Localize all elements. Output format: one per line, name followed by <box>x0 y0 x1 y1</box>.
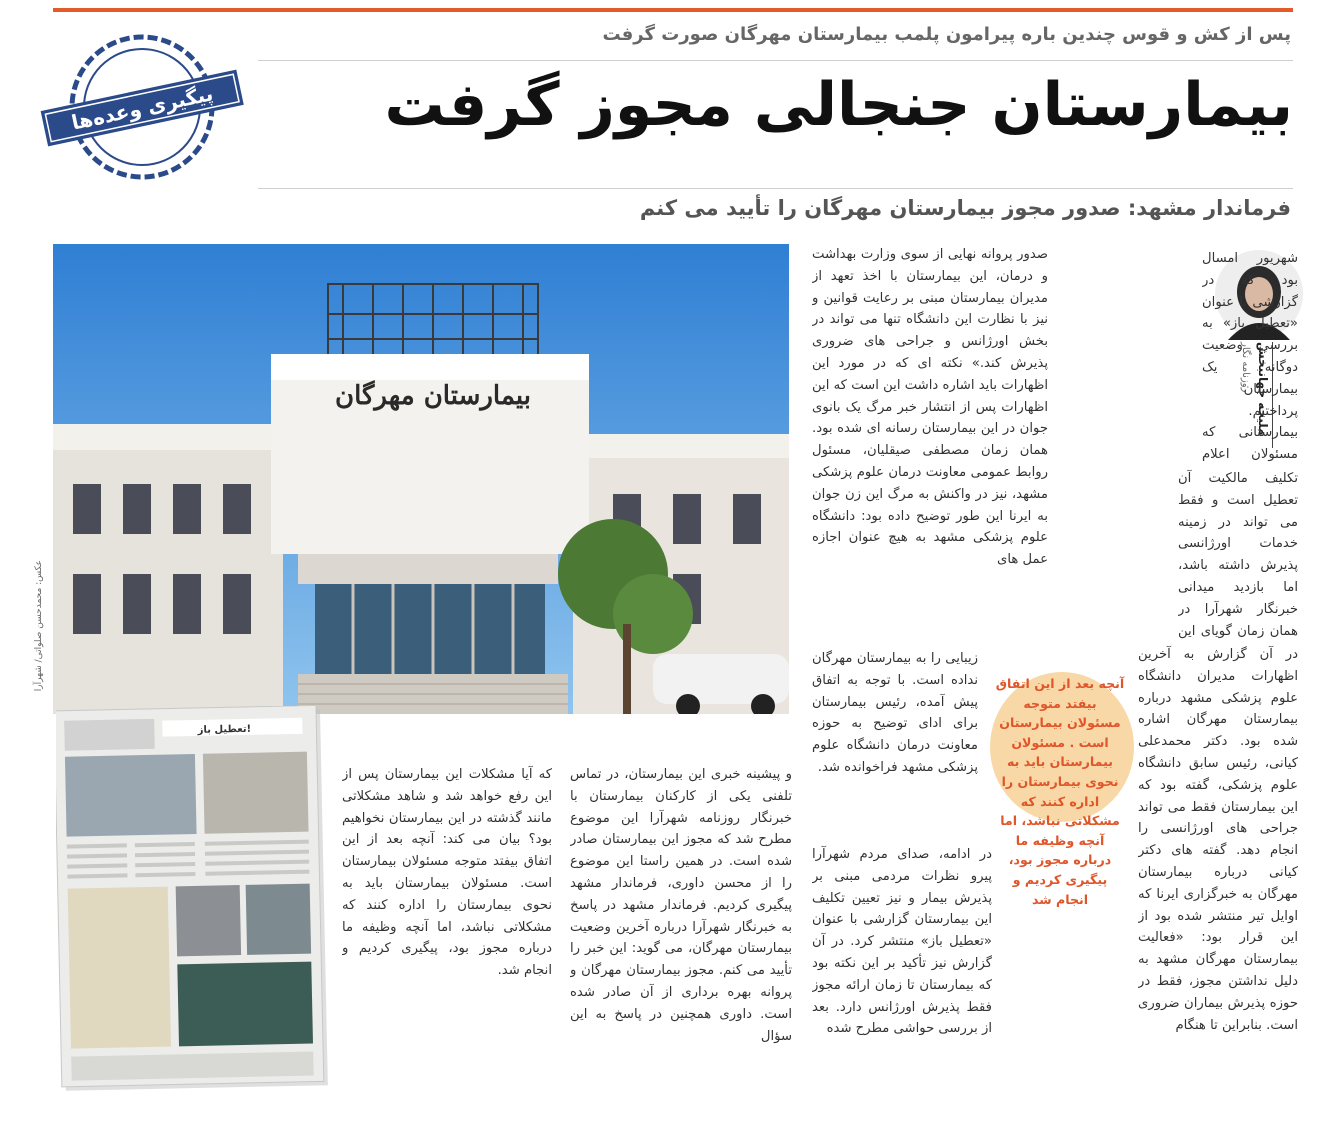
photo-credit: عکس: محمدحسن صلواتی/ شهرآرا <box>34 560 44 692</box>
newspaper-clipping <box>56 706 334 1098</box>
kicker: پس از کش و قوس چندین باره پیرامون پلمب بیمارستان مهرگان صورت گرفت <box>602 24 1291 45</box>
column-1-top <box>1202 248 1298 468</box>
building-sign: بیمارستان مهرگان <box>335 381 531 411</box>
column-1-middle <box>1178 468 1298 644</box>
paragraph: که آیا مشکلات این بیمارستان پس از این رفع خواهد شد و شاهد مشکلاتی مانند گذشته در این بیمارستان نخواهیم بود؟ بیان می کند: آنچه بعد از این اتفاق بیفتد متوجه مسئولان بیمارستان است. مسئولان بیمارستان باید به نحوی بیمارستان را اداره کنند که مشکلاتی نباشد، اما آنچه وظیفه ما درباره مجوز بود، پیگیری کردیم و انجام شد. <box>342 767 552 979</box>
headline-divider <box>258 188 1293 189</box>
top-accent-line <box>53 8 1293 12</box>
subheadline: فرماندار مشهد: صدور مجوز بیمارستان مهرگان را تأیید می کنم <box>639 196 1291 220</box>
author-role: روزنامه نگار <box>1240 342 1251 393</box>
kicker-divider <box>258 60 1293 61</box>
author-name: ملیحه جهانبخش <box>1256 342 1270 436</box>
column-3 <box>570 764 792 1094</box>
paragraph: در ادامه، صدای مردم شهرآرا پیرو نظرات مردمی مبنی بر پذیرش بیمار و نیز تعیین تکلیف این بیمارستان گزارشی با عنوان «تعطیل باز» منتشر کرد. در آن گزارش نیز تأکید بر این نکته بود که بیمارستان تا زمان ارائه مجوز فقط پذیرش اورژانس دارد. بعد از بررسی حواشی مطرح شده <box>812 847 992 1037</box>
paragraph: صدور پروانه نهایی از سوی وزارت بهداشت و درمان، این بیمارستان با اخذ تعهد از مدیران بیمارستان مبنی بر رعایت قوانین و نیز با نظارت این دانشگاه تنها می تواند در بخش اورژانس و جراحی های ضروری پذیرش کند.» نکته ای که در مورد این اظهارات باید اشاره داشت این است که این اظهارات پس از انتشار خبر مرگ یک بانوی جوان در این بیمارستان رسانه ای شده بود. همان زمان مصطفی صیقلیان، مسئول روابط عمومی معاونت درمان علوم پزشکی مشهد، نیز در واکنش به مرگ این زن جوان به ایرنا این طور توضیح داده بود: دانشگاه علوم پزشکی مشهد به هیچ عنوان اجازه عمل های <box>812 247 1048 568</box>
stamp-label: پیگیری وعده‌ها <box>69 81 216 135</box>
paragraph: و پیشینه خبری این بیمارستان، در تماس تلفنی یکی از کارکنان بیمارستان با خبرنگار روزنامه شهرآرا این موضوع مطرح شد که مجوز این بیمارستان صادر شده است. در همین راستا این موضوع را از محسن داوری، فرماندار مشهد پیگیری کردیم. فرماندار مشهد در پاسخ به خبرنگار شهرآرا درباره آخرین وضعیت بیمارستان مهرگان، می گوید: این خبر را تأیید می کنم. مجوز بیمارستان مهرگان و پروانه بهره برداری از آن صادر شده است. داوری همچنین در پاسخ به این سؤال <box>570 767 792 1044</box>
clipping-headline: تعطیل باز! <box>197 723 252 736</box>
pull-quote: آنچه بعد از این اتفاق بیفتد متوجه مسئولان بیمارستان است . مسئولان بیمارستان باید به نحوی بیمارستان را اداره کنند که مشکلاتی نباشد، اما آنچه وظیفه ما درباره مجوز بود، پیگیری کردیم و انجام شد <box>995 676 1125 907</box>
headline: بیمارستان جنجالی مجوز گرفت <box>384 70 1293 140</box>
column-2-bottom <box>812 844 992 1094</box>
hospital-photo <box>53 244 789 714</box>
paragraph: در آن گزارش به آخرین اظهارات مدیران دانشگاه علوم پزشکی مشهد درباره بیمارستان مهرگان اشاره شده بود. دکتر محمدعلی کیانی، رئیس سابق دانشگاه علوم پزشکی، گفته بود که این بیمارستان فقط می تواند جراحی های اورژانسی را انجام دهد. گفته های دکتر کیانی درباره بیمارستان مهرگان به خبرگزاری ایرنا که اوایل تیر منتشر شده بود از این قرار بود: «فعالیت بیمارستان مهرگان مشهد به دلیل نداشتن مجوز، فقط در حوزه پذیرش بیماران ضروری است. بنابراین تا هنگام <box>1138 647 1298 1033</box>
paragraph: شهریور امسال بود که در گزارشی با عنوان «تعطیل باز» به بررسی وضعیت دوگانه یک بیمارستان پرداختیم. بیمارستانی که مسئولان اعلام <box>1202 251 1298 463</box>
column-2-top <box>812 244 1048 648</box>
stamp-badge-icon <box>32 18 252 196</box>
column-2-middle <box>812 648 978 844</box>
column-4 <box>342 764 552 1094</box>
column-1-bottom <box>1138 644 1298 1094</box>
paragraph: زیبایی را به بیمارستان مهرگان نداده است. با توجه به اتفاق پیش آمده، رئیس بیمارستان برای ادای توضیح به حوزه معاونت درمان دانشگاه علوم پزشکی مشهد فراخوانده شد. <box>812 651 978 775</box>
paragraph: تکلیف مالکیت آن تعطیل است و فقط می تواند در زمینه خدمات اورژانسی پذیرش داشته باشد، اما بازدید میدانی خبرنگار شهرآرا در همان زمان گویای این <box>1178 471 1298 639</box>
